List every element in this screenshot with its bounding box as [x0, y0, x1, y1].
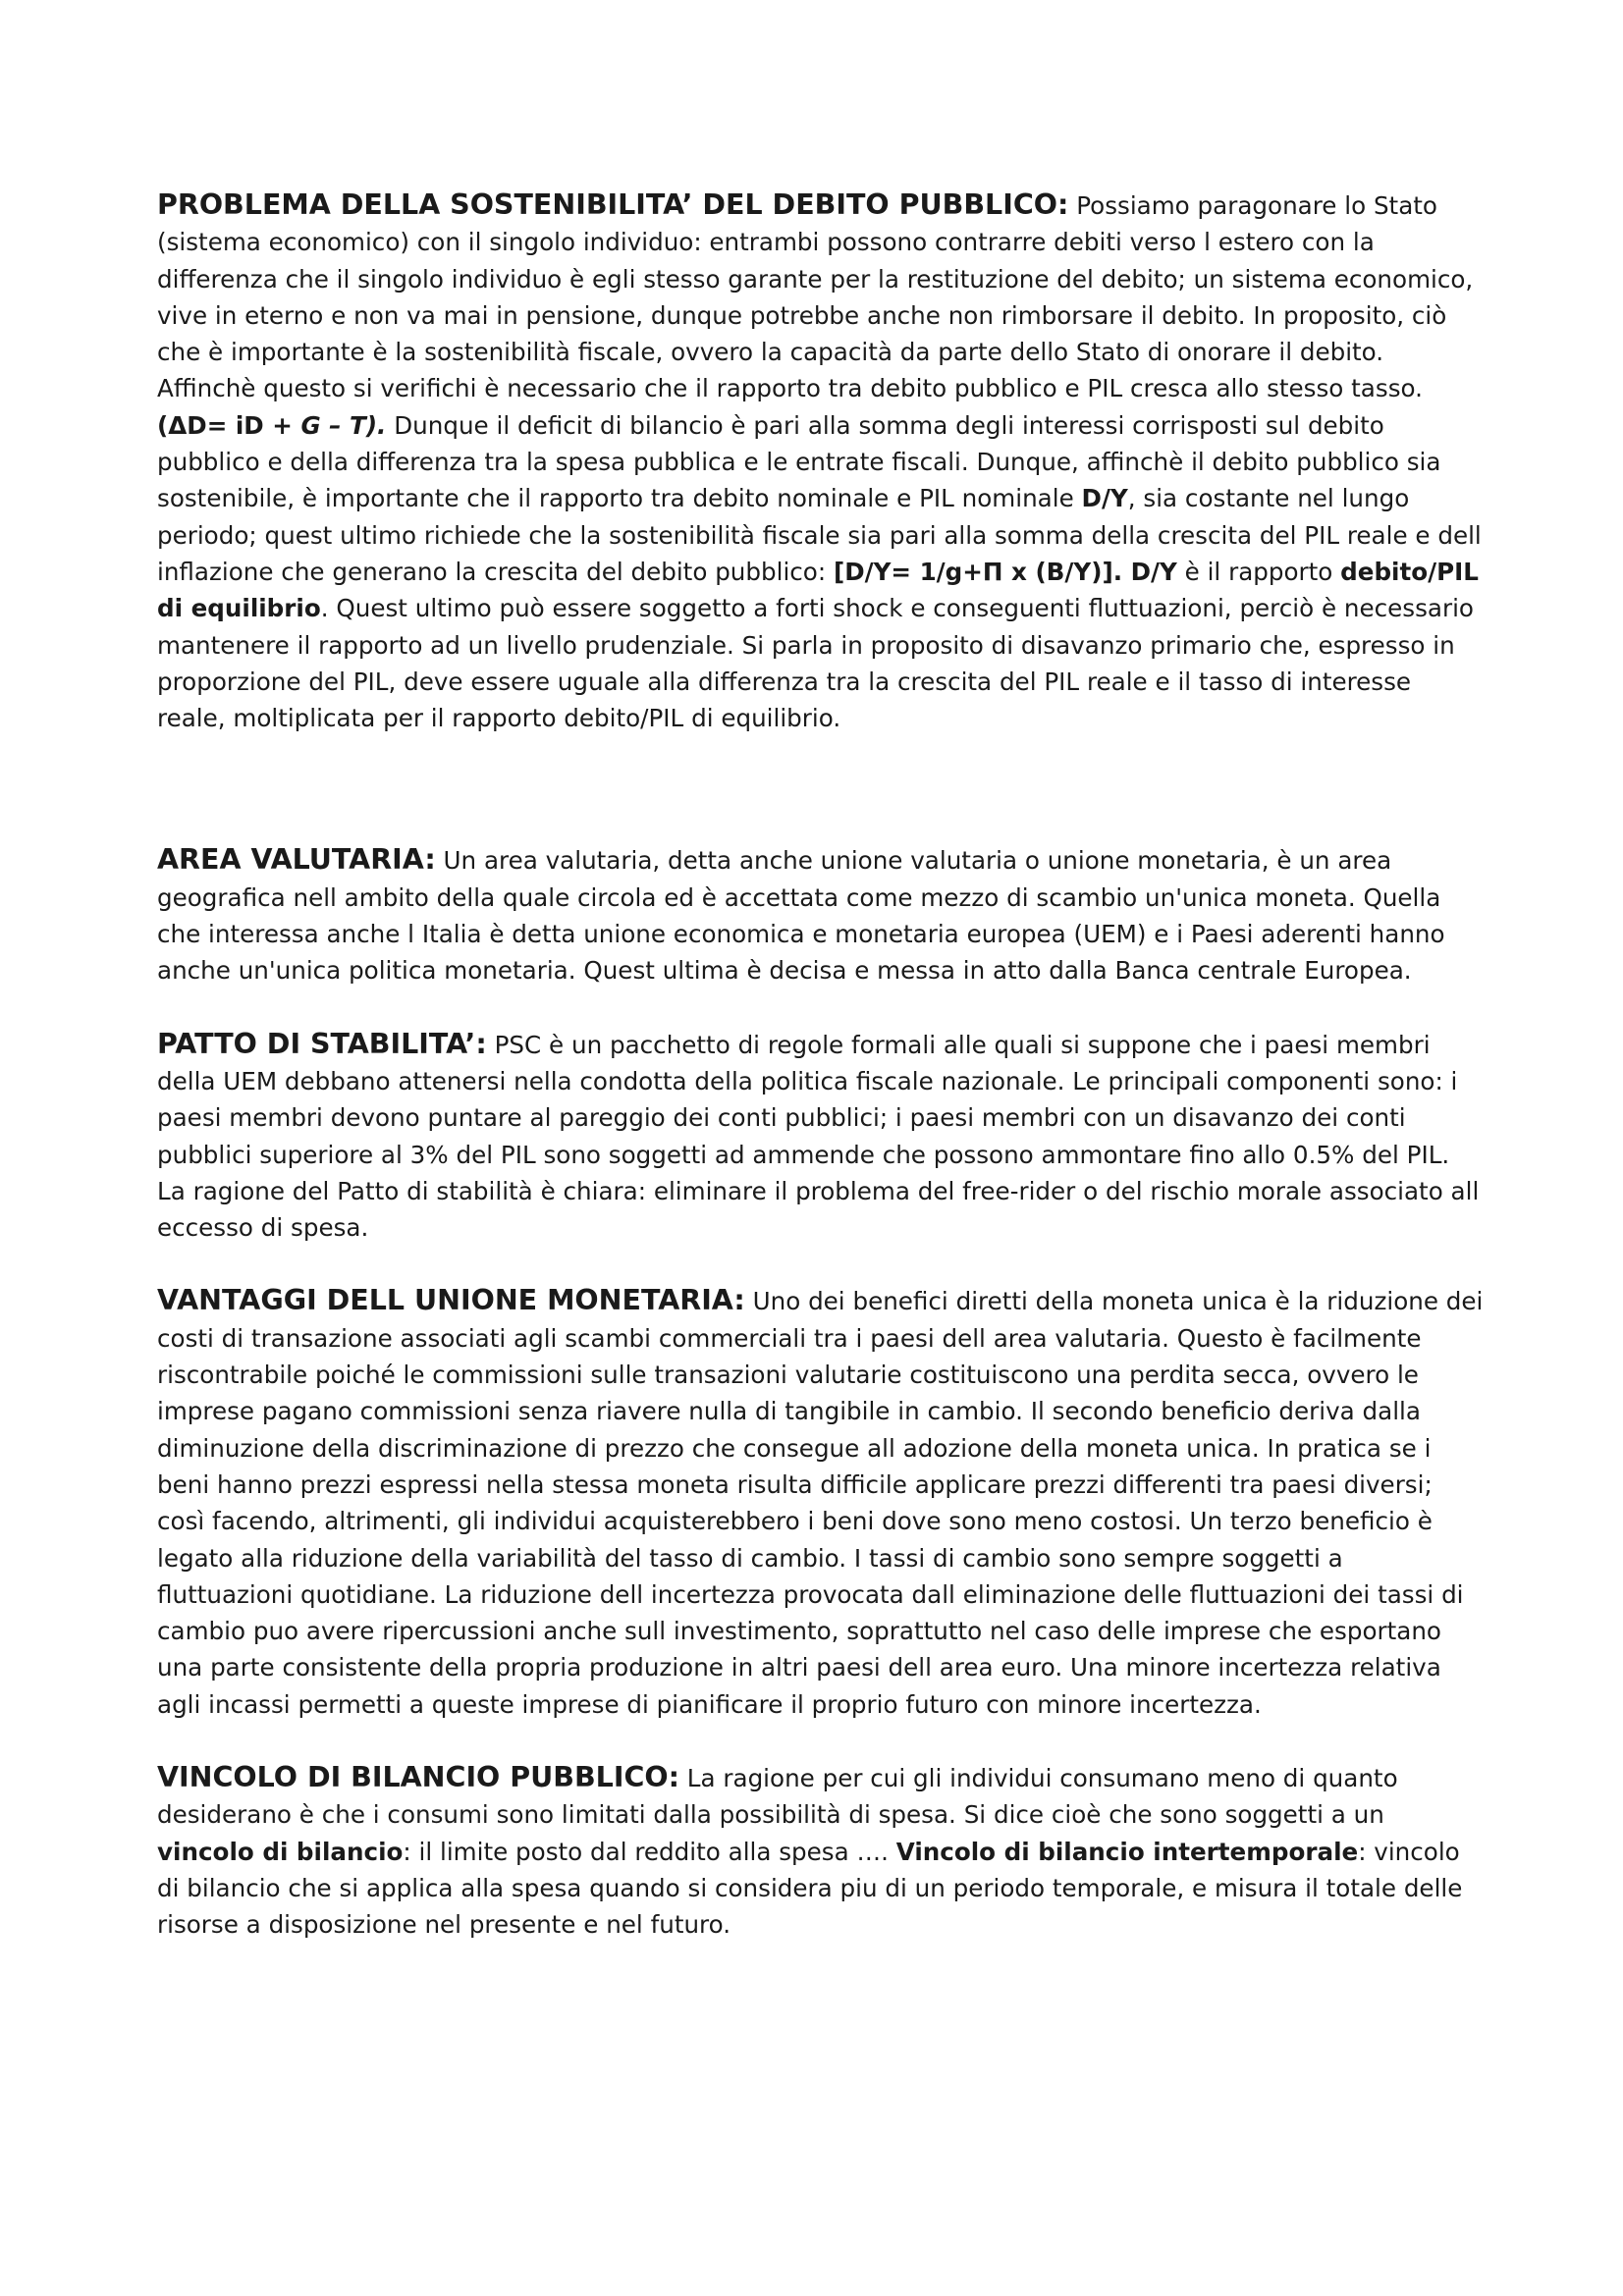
- paragraph-text: Un area valutaria, detta anche unione valutaria o unione monetaria, è un area geografica nell ambito della quale circola ed è accettata come mezzo di scambio un'unica moneta. Quella che interessa anche l Italia è detta unione economica e monetaria europea (UEM) e i Paesi aderenti hanno anche un'unica politica monetaria. Quest ultima è decisa e messa in atto dalla Banca centrale Europea.: [157, 846, 1445, 986]
- bold-term: D/Y: [1081, 484, 1128, 513]
- section-title: PATTO DI STABILITA’:: [157, 1027, 487, 1060]
- formula-deficit-italic: G – T).: [300, 410, 387, 440]
- section-area-valutaria: [157, 841, 1485, 988]
- section-title: PROBLEMA DELLA SOSTENIBILITA’ DEL DEBITO PUBBLICO:: [157, 188, 1069, 221]
- section-patto-stabilita: [157, 1026, 1485, 1247]
- section-vantaggi-unione: [157, 1282, 1485, 1723]
- section-sostenibilita-debito: [157, 187, 1485, 736]
- bold-term: vincolo di bilancio: [157, 1837, 404, 1866]
- bold-term: debito/PIL di equilibrio: [157, 557, 1479, 623]
- paragraph-text: Dunque il deficit di bilancio è pari alla somma degli interessi corrisposti sul debito pubblico e della differenza tra la spesa pubblica e le entrate fiscali. Dunque, affinchè il debito pubblico sia sostenibile, è importante che il rapporto tra debito nominale e PIL nominale: [157, 410, 1441, 513]
- paragraph-text: Possiamo paragonare lo Stato (sistema economico) con il singolo individuo: entrambi possono contrarre debiti verso l estero con la differenza che il singolo individuo è egli stesso garante per la restituzione del debito; un sistema economico, vive in eterno e non va mai in pensione, dunque potrebbe anche non rimborsare il debito. In proposito, ciò che è importante è la sostenibilità fiscale, ovvero la capacità da parte dello Stato di onorare il debito. Affinchè questo si verifichi è necessario che il rapporto tra debito pubblico e PIL cresca allo stesso tasso.: [157, 191, 1474, 403]
- bold-term: Vincolo di bilancio intertemporale: [895, 1837, 1359, 1866]
- paragraph-text: PSC è un pacchetto di regole formali alle quali si suppone che i paesi membri della UEM debbano attenersi nella condotta della politica fiscale nazionale. Le principali componenti sono: i paesi membri devono puntare al pareggio dei conti pubblici; i paesi membri con un disavanzo dei conti pubblici superiore al 3% del PIL sono soggetti ad ammende che possono ammontare fino allo 0.5% del PIL. La ragione del Patto di stabilità è chiara: eliminare il problema del free-rider o del rischio morale associato all eccesso di spesa.: [157, 1030, 1480, 1243]
- document-page: [157, 187, 1485, 1943]
- paragraph-text: , sia costante nel lungo periodo; quest ultimo richiede che la sostenibilità fiscale sia pari alla somma della crescita del PIL reale e dell inflazione che generano la crescita del debito pubblico:: [157, 484, 1482, 586]
- section-title: VANTAGGI DELL UNIONE MONETARIA:: [157, 1284, 745, 1317]
- paragraph-text: . Quest ultimo può essere soggetto a forti shock e conseguenti fluttuazioni, perciò è necessario mantenere il rapporto ad un livello prudenziale. Si parla in proposito di disavanzo primario che, espresso in proporzione del PIL, deve essere uguale alla differenza tra la crescita del PIL reale e il tasso di interesse reale, moltiplicata per il rapporto debito/PIL di equilibrio.: [157, 594, 1474, 733]
- section-title: AREA VALUTARIA:: [157, 843, 436, 877]
- formula-equilibrio: [D/Y= 1/g+Π x (B/Y)]. D/Y: [833, 557, 1177, 586]
- paragraph-text: Uno dei benefici diretti della moneta unica è la riduzione dei costi di transazione associati agli scambi commerciali tra i paesi dell area valutaria. Questo è facilmente riscontrabile poiché le commissioni sulle transazioni valutarie costituiscono una perdita secca, ovvero le imprese pagano commissioni senza riavere nulla di tangibile in cambio. Il secondo beneficio deriva dalla diminuzione della discriminazione di prezzo che consegue all adozione della moneta unica. In pratica se i beni hanno prezzi espressi nella stessa moneta risulta difficile applicare prezzi differenti tra paesi diversi; così facendo, altrimenti, gli individui acquisterebbero i beni dove sono meno costosi. Un terzo beneficio è legato alla riduzione della variabilità del tasso di cambio. I tassi di cambio sono sempre soggetti a fluttuazioni quotidiane. La riduzione dell incertezza provocata dall eliminazione delle fluttuazioni dei tassi di cambio puo avere ripercussioni anche sull investimento, soprattutto nel caso delle imprese che esportano una parte consistente della propria produzione in altri paesi dell area euro. Una minore incertezza relativa agli incassi permetti a queste imprese di pianificare il proprio futuro con minore incertezza.: [157, 1287, 1484, 1719]
- formula-deficit: (ΔD= iD +: [157, 410, 301, 440]
- paragraph-text: : il limite posto dal reddito alla spesa ….: [403, 1837, 896, 1866]
- section-title: VINCOLO DI BILANCIO PUBBLICO:: [157, 1760, 679, 1793]
- paragraph-text: è il rapporto: [1176, 557, 1341, 586]
- paragraph-text: : vincolo di bilancio che si applica alla spesa quando si considera piu di un periodo temporale, e misura il totale delle risorse a disposizione nel presente e nel futuro.: [157, 1837, 1463, 1940]
- section-vincolo-bilancio: [157, 1759, 1485, 1943]
- paragraph-text: La ragione per cui gli individui consumano meno di quanto desiderano è che i consumi sono limitati dalla possibilità di spesa. Si dice cioè che sono soggetti a un: [157, 1763, 1398, 1830]
